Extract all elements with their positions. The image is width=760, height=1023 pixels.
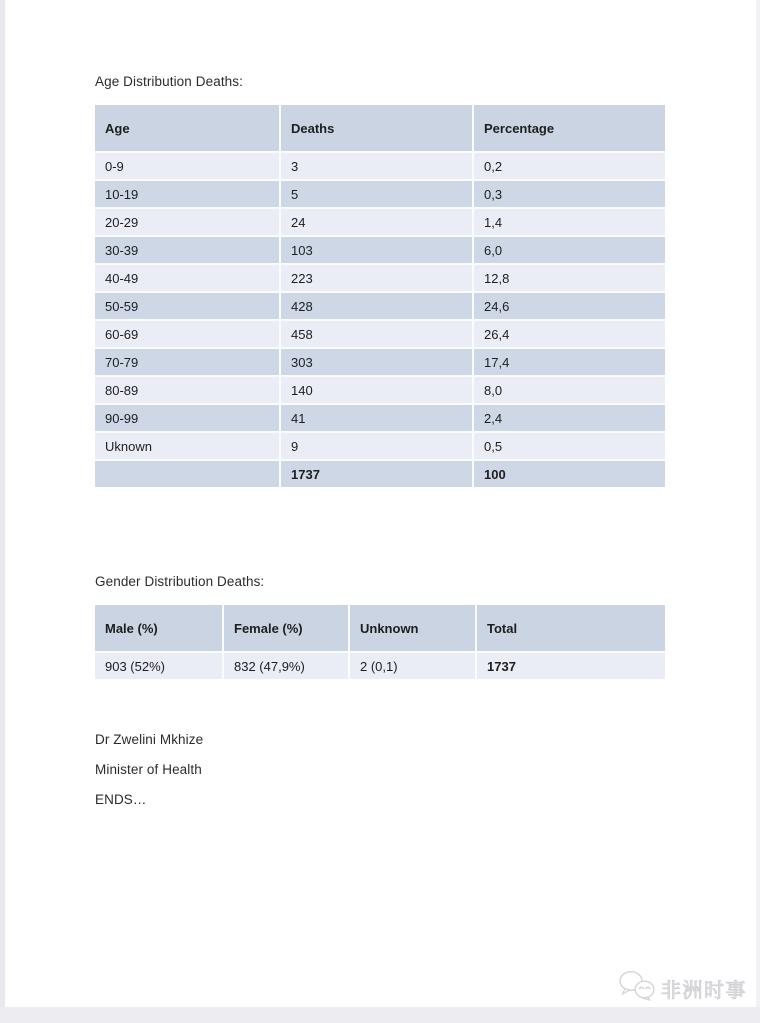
- table-row: [95, 348, 665, 376]
- table-cell: 428: [280, 292, 473, 320]
- table-cell: 5: [280, 180, 473, 208]
- table-row: [95, 320, 665, 348]
- table-cell: 0,2: [473, 152, 665, 180]
- gender-distribution-table: [95, 605, 665, 679]
- page-edge-bottom: [0, 1007, 760, 1023]
- table-cell: 8,0: [473, 376, 665, 404]
- table-cell: 30-39: [95, 236, 280, 264]
- column-header: Deaths: [280, 105, 473, 152]
- column-header: Male (%): [95, 605, 223, 652]
- table-cell: 50-59: [95, 292, 280, 320]
- table-cell: [95, 460, 280, 487]
- table-cell: 40-49: [95, 264, 280, 292]
- table-cell: 1,4: [473, 208, 665, 236]
- table-header-row: [95, 105, 665, 152]
- table-cell: 90-99: [95, 404, 280, 432]
- watermark: [618, 970, 747, 1006]
- table-row: [95, 236, 665, 264]
- table-cell: 20-29: [95, 208, 280, 236]
- page-edge-right: [756, 0, 760, 1023]
- table-row: [95, 292, 665, 320]
- column-header: Age: [95, 105, 280, 152]
- page-edge-left: [0, 0, 5, 1023]
- table-cell: 9: [280, 432, 473, 460]
- gender-section-title: Gender Distribution Deaths:: [95, 574, 265, 589]
- column-header: Unknown: [349, 605, 476, 652]
- table-row: [95, 432, 665, 460]
- table-cell: 10-19: [95, 180, 280, 208]
- table-row: [95, 376, 665, 404]
- table-cell: 17,4: [473, 348, 665, 376]
- table-cell: 0,5: [473, 432, 665, 460]
- table-cell: 80-89: [95, 376, 280, 404]
- table-cell: 100: [473, 460, 665, 487]
- wechat-bubbles-icon: [618, 970, 656, 1006]
- table-cell: 0,3: [473, 180, 665, 208]
- table-cell: 0-9: [95, 152, 280, 180]
- ends-marker: ENDS…: [95, 792, 147, 807]
- column-header: Percentage: [473, 105, 665, 152]
- age-distribution-table: [95, 105, 665, 487]
- table-cell: 1737: [280, 460, 473, 487]
- table-cell: 2 (0,1): [349, 652, 476, 679]
- table-cell: Uknown: [95, 432, 280, 460]
- table-cell: 303: [280, 348, 473, 376]
- table-row: [95, 264, 665, 292]
- table-row: [95, 460, 665, 487]
- age-section-title: Age Distribution Deaths:: [95, 74, 243, 89]
- table-cell: 24: [280, 208, 473, 236]
- table-cell: 903 (52%): [95, 652, 223, 679]
- column-header: Total: [476, 605, 665, 652]
- table-cell: 41: [280, 404, 473, 432]
- table-row: [95, 152, 665, 180]
- table-cell: 60-69: [95, 320, 280, 348]
- column-header: Female (%): [223, 605, 349, 652]
- table-cell: 103: [280, 236, 473, 264]
- table-cell: 70-79: [95, 348, 280, 376]
- table-row: [95, 208, 665, 236]
- signature-title: Minister of Health: [95, 762, 202, 777]
- table-cell: 6,0: [473, 236, 665, 264]
- table-cell: 223: [280, 264, 473, 292]
- table-cell: 24,6: [473, 292, 665, 320]
- table-header-row: [95, 605, 665, 652]
- table-cell: 458: [280, 320, 473, 348]
- signature-name: Dr Zwelini Mkhize: [95, 732, 204, 747]
- table-cell: 12,8: [473, 264, 665, 292]
- table-cell: 832 (47,9%): [223, 652, 349, 679]
- table-cell: 2,4: [473, 404, 665, 432]
- table-cell: 140: [280, 376, 473, 404]
- table-row: [95, 404, 665, 432]
- table-cell: 26,4: [473, 320, 665, 348]
- watermark-text: 非洲时事: [661, 979, 747, 1002]
- table-cell: 3: [280, 152, 473, 180]
- table-row: [95, 180, 665, 208]
- table-cell: 1737: [476, 652, 665, 679]
- table-row: [95, 652, 665, 679]
